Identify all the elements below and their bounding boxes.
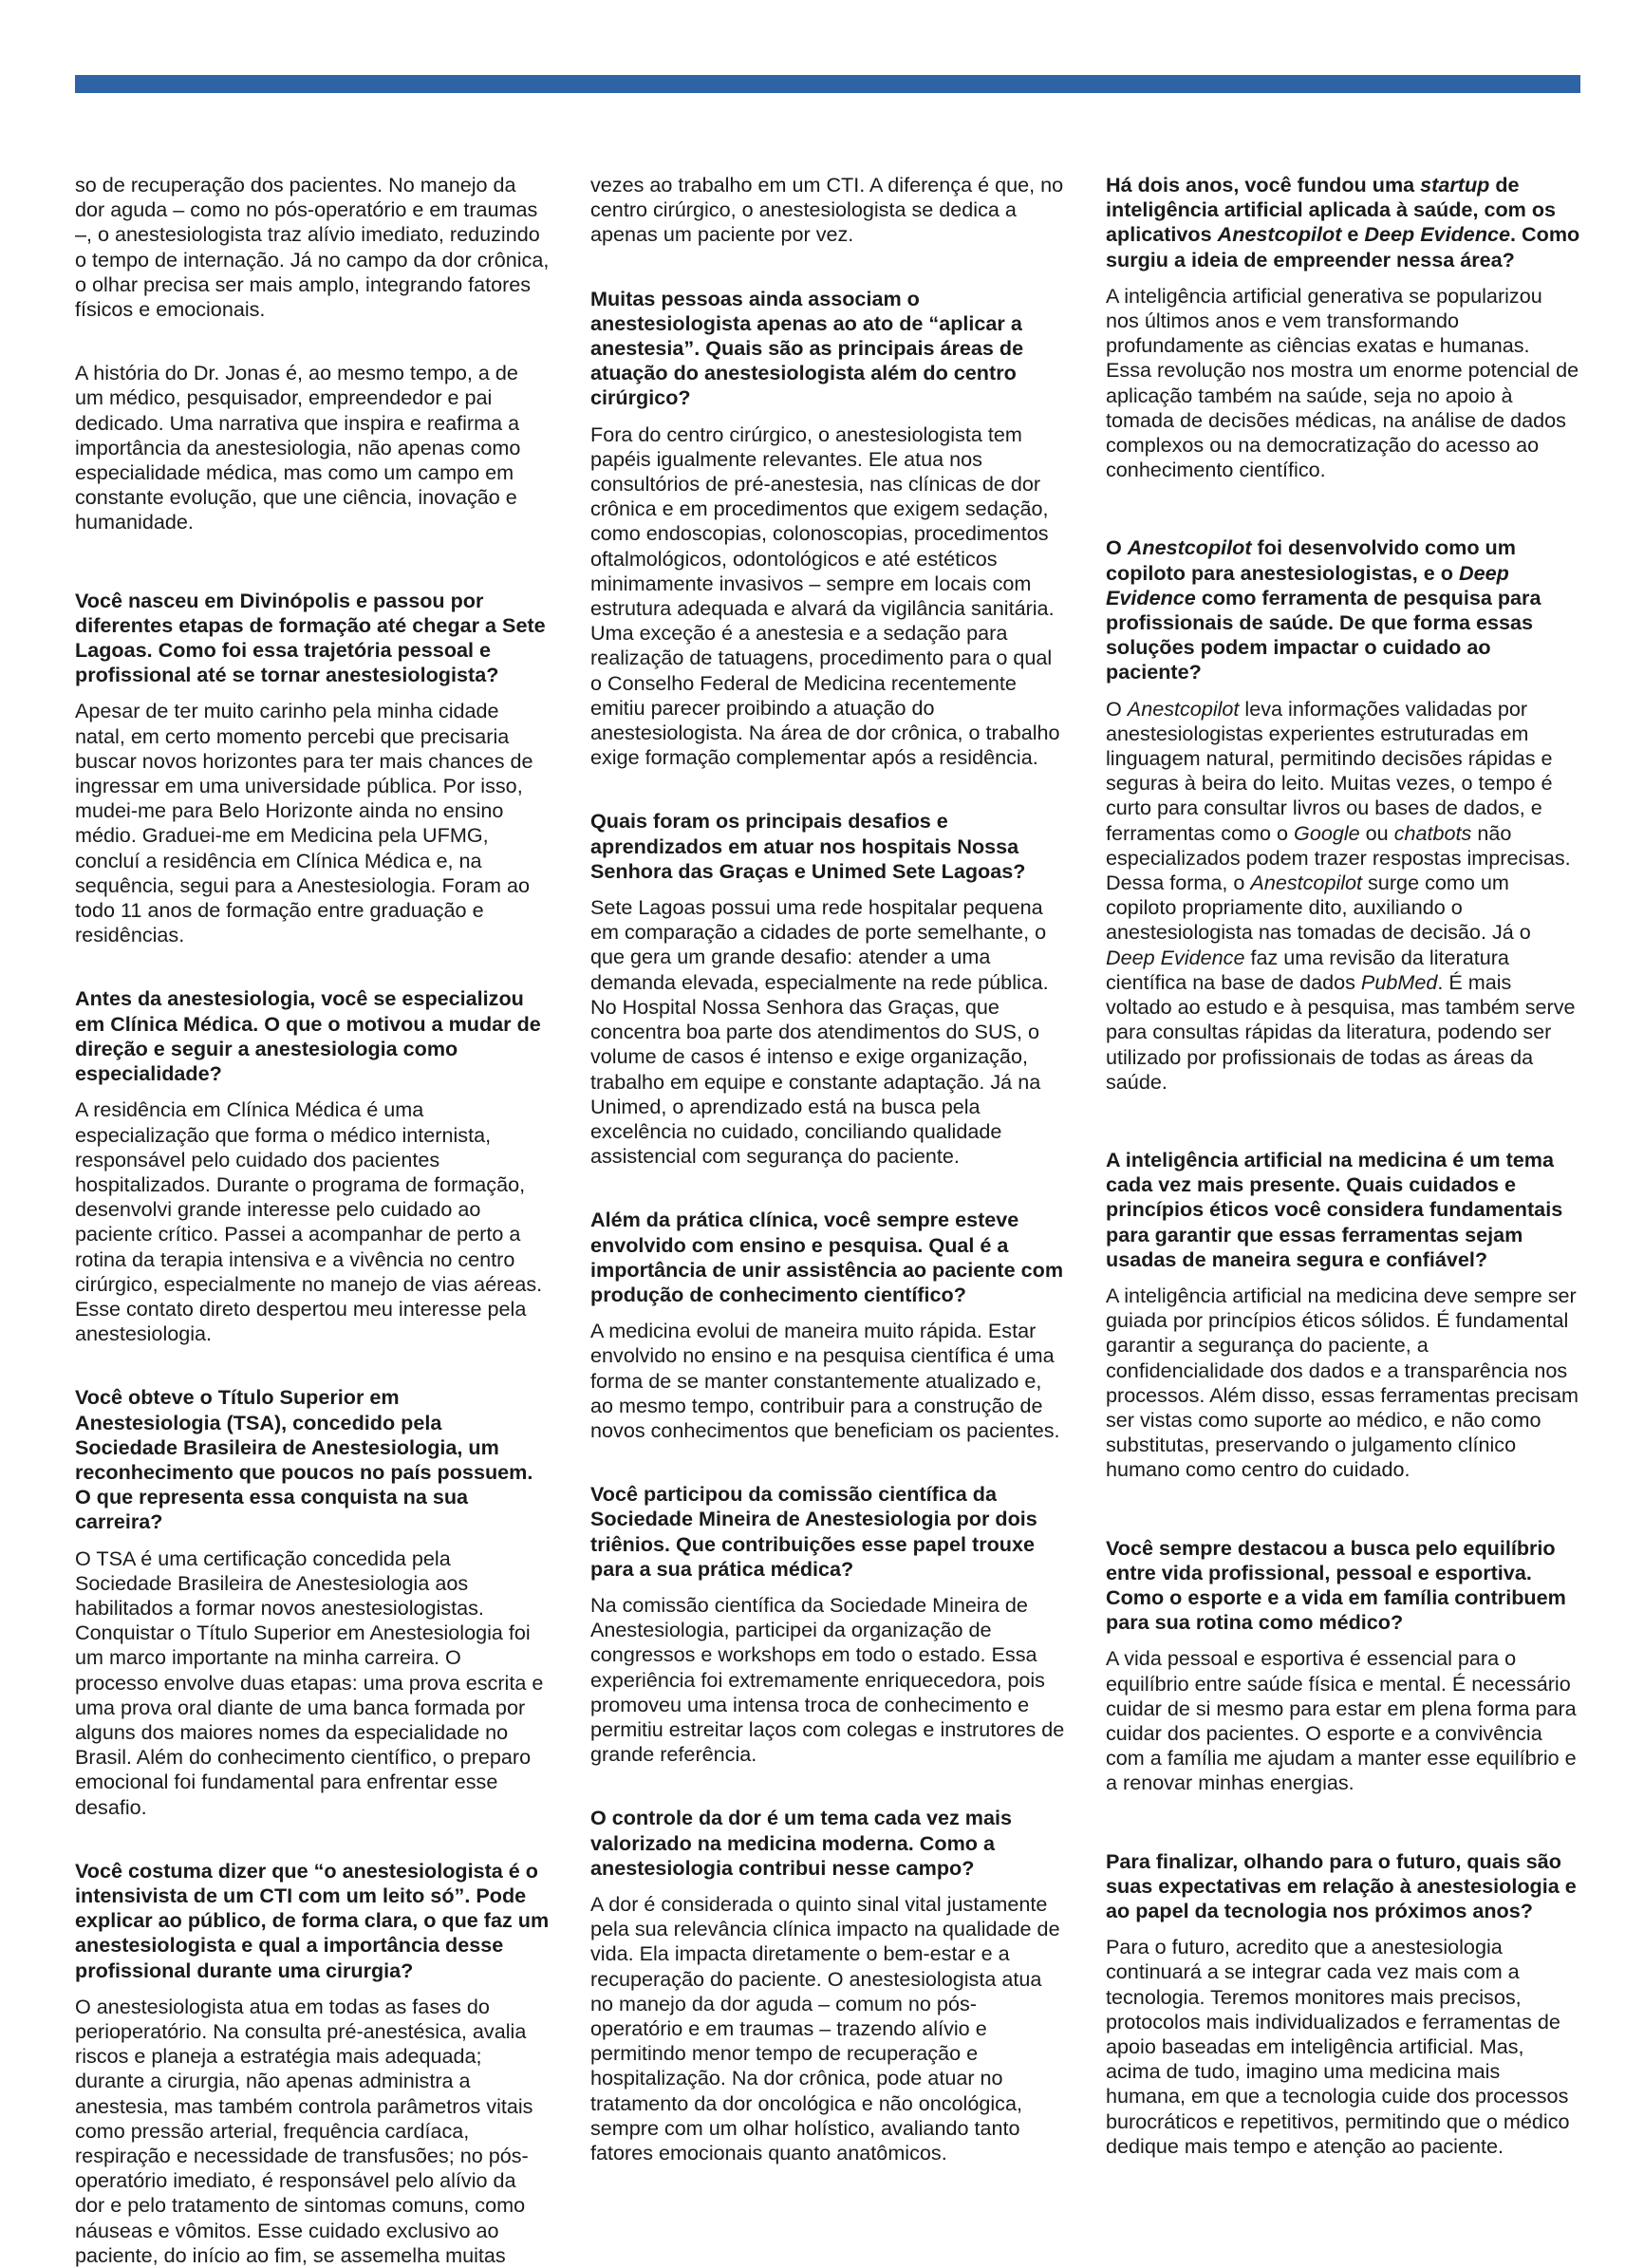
intro-paragraph-1: so de recuperação dos pacientes. No manejo da dor aguda – como no pós-operatório e em traumas –, o anestesiologista traz alívio imediato, reduzindo o tempo de internação. Já no campo da dor crônica, o olhar precisa ser mais amplo, integrando fatores físicos e emocionais. [75, 173, 550, 322]
article-columns [75, 173, 1580, 2267]
question-3: Você obteve o Título Superior em Anestesiologia (TSA), concedido pela Sociedade Brasileira de Anestesiologia, um reconhecimento que poucos no país possuem. O que representa essa conquista na sua carreira? [75, 1385, 533, 1534]
question-4: Você costuma dizer que “o anestesiologista é o intensivista de um CTI com um leito só”. Pode explicar ao público, de forma clara, o que faz um anestesiologista e qual a importância desse profissional durante uma cirurgia? [75, 1858, 550, 1982]
answer-4: O anestesiologista atua em todas as fases do perioperatório. Na consulta pré-anestésica, avalia riscos e planeja a estratégia mais adequada; durante a cirurgia, não apenas administra a anestesia, mas também controla parâmetros vitais como pressão arterial, frequência cardíaca, respiração e necessidade de transfusões; no pós-operatório imediato, é responsável pelo alívio da dor e pelo tratamento de sintomas comuns, como náuseas e vômitos. Esse cuidado exclusivo ao paciente, do início ao fim, se assemelha muitas [75, 1994, 533, 2267]
question-7: Além da prática clínica, você sempre esteve envolvido com ensino e pesquisa. Qual é a importância de unir assistência ao paciente com produção de conhecimento científico? [590, 1208, 1064, 1306]
answer-9: A dor é considerada o quinto sinal vital justamente pela sua relevância clínica impacto na qualidade de vida. Ela impacta diretamente o bem-estar e a recuperação do paciente. O anestesiologista atua no manejo da dor aguda – comum no pós-operatório e em traumas – trazendo alívio e permitindo menor tempo de recuperação e hospitalização. Na dor crônica, pode atuar no tratamento da dor oncológica e não oncológica, sempre com um olhar holístico, avaliando tanto fatores emocionais quanto anatômicos. [590, 1891, 1060, 2165]
answer-7: A medicina evolui de maneira muito rápida. Estar envolvido no ensino e na pesquisa científica é uma forma de se manter constantemente atualizado e, ao mesmo tempo, contribuir para a construção de novos conhecimentos que beneficiam os pacientes. [590, 1319, 1060, 1442]
column-3 [1106, 173, 1580, 2176]
column-1 [75, 173, 550, 2267]
question-12: A inteligência artificial na medicina é um tema cada vez mais presente. Quais cuidados e princípios éticos você considera fundamentais para garantir que essas ferramentas sejam usadas de maneira segura e confiável? [1106, 1147, 1563, 1271]
answer-13: A vida pessoal e esportiva é essencial para o equilíbrio entre saúde física e mental. É necessário cuidar de si mesmo para estar em plena forma para cuidar dos pacientes. O esporte e a convivência com a família me ajudam a manter esse equilíbrio e a renovar minhas energias. [1106, 1646, 1577, 1795]
question-9: O controle da dor é um tema cada vez mais valorizado na medicina moderna. Como a anestesiologia contribui nesse campo? [590, 1806, 1013, 1880]
answer-10: A inteligência artificial generativa se popularizou nos últimos anos e vem transformando profundamente as ciências exatas e humanas. Essa revolução nos mostra um enorme potencial de aplicação também na saúde, seja no apoio à tomada de decisões médicas, na análise de dados complexos ou na democratização do acesso ao conhecimento científico. [1106, 283, 1579, 482]
intro-paragraph-2: A história do Dr. Jonas é, ao mesmo tempo, a de um médico, pesquisador, empreendedor e pai dedicado. Uma narrativa que inspira e reafirma a importância da anestesiologia, não apenas como especialidade médica, mas como um campo em constante evolução, que une ciência, inovação e humanidade. [75, 361, 521, 534]
question-1: Você nasceu em Divinópolis e passou por diferentes etapas de formação até chegar a Sete Lagoas. Como foi essa trajetória pessoal e profissional até se tornar anestesiologista? [75, 588, 546, 687]
answer-1: Apesar de ter muito carinho pela minha cidade natal, em certo momento percebi que precisaria buscar novos horizontes para ter mais chances de ingressar em uma universidade pública. Por isso, mudei-me para Belo Horizonte ainda no ensino médio. Graduei-me em Medicina pela UFMG, concluí a residência em Clínica Médica e, na sequência, segui para a Anestesiologia. Foram ao todo 11 anos de formação entre graduação e residências. [75, 699, 533, 947]
answer-3: O TSA é uma certificação concedida pela Sociedade Brasileira de Anestesiologia aos habilitados a formar novos anestesiologistas. Conquistar o Título Superior em Anestesiologia foi um marco importante na minha carreira. O processo envolve duas etapas: uma prova escrita e uma prova oral diante de uma banca formada por alguns dos maiores nomes da especialidade no Brasil. Além do conhecimento científico, o preparo emocional foi fundamental para enfrentar esse desafio. [75, 1546, 544, 1819]
answer-2: A residência em Clínica Médica é uma especialização que forma o médico internista, responsável pelo cuidado dos pacientes hospitalizados. Durante o programa de formação, desenvolvi grande interesse pelo cuidado ao paciente crítico. Passei a acompanhar de perto a rotina da terapia intensiva e a vivência no centro cirúrgico, especialmente no manejo de vias aéreas. Esse contato direto despertou meu interesse pela anestesiologia. [75, 1097, 543, 1346]
question-6: Quais foram os principais desafios e aprendizados em atuar nos hospitais Nossa Senhora das Graças e Unimed Sete Lagoas? [590, 809, 1026, 883]
question-10: Há dois anos, você fundou uma startup de inteligência artificial aplicada à saúde, com os aplicativos Anestcopilot e Deep Evidence. Como surgiu a ideia de empreender nessa área? [1106, 173, 1580, 272]
question-13: Você sempre destacou a busca pelo equilíbrio entre vida profissional, pessoal e esportiva. Como o esporte e a vida em família contribuem para sua rotina como médico? [1106, 1535, 1566, 1635]
question-11: O Anestcopilot foi desenvolvido como um copiloto para anestesiologistas, e o Deep Evidence como ferramenta de pesquisa para profissionais de saúde. De que forma essas soluções podem impactar o cuidado ao paciente? [1106, 535, 1541, 684]
column-2 [590, 173, 1065, 2176]
answer-11: O Anestcopilot leva informações validadas por anestesiologistas experientes estruturadas em linguagem natural, permitindo decisões rápidas e seguras à beira do leito. Muitas vezes, o tempo é curto para consultar livros ou bases de dados, e ferramentas como o Google ou chatbots não especializados podem trazer respostas imprecisas. Dessa forma, o Anestcopilot surge como um copiloto propriamente dito, auxiliando o anestesiologista nas tomadas de decisão. Já o Deep Evidence faz uma revisão da literatura científica na base de dados PubMed. É mais voltado ao estudo e à pesquisa, mas também serve para consultas rápidas da literatura, podendo ser utilizado por profissionais de todas as áreas da saúde. [1106, 696, 1576, 1094]
continued-paragraph: vezes ao trabalho em um CTI. A diferença é que, no centro cirúrgico, o anestesiologista se dedica a apenas um paciente por vez. [590, 173, 1064, 247]
question-2: Antes da anestesiologia, você se especializou em Clínica Médica. O que o motivou a mudar de direção e seguir a anestesiologia como especialidade? [75, 986, 541, 1086]
answer-12: A inteligência artificial na medicina deve sempre ser guiada por princípios éticos sólidos. É fundamental garantir a segurança do paciente, a confidencialidade dos dados e a transparência nos processos. Além disso, essas ferramentas precisam ser vistas como suporte ao médico, e não como substitutas, preservando o julgamento clínico humano como centro do cuidado. [1106, 1283, 1579, 1482]
question-14: Para finalizar, olhando para o futuro, quais são suas expectativas em relação à anestesiologia e ao papel da tecnologia nos próximos anos? [1106, 1848, 1577, 1922]
answer-8: Na comissão científica da Sociedade Mineira de Anestesiologia, participei da organização de congressos e workshops em todo o estado. Essa experiência foi extremamente enriquecedora, pois promoveu uma intensa troca de conhecimento e permitiu estreitar laços com colegas e instrutores de grande referência. [590, 1592, 1065, 1767]
question-5: Muitas pessoas ainda associam o anestesiologista apenas ao ato de “aplicar a anestesia”. Quais são as principais áreas de atuação do anestesiologista além do centro cirúrgico? [590, 286, 1024, 410]
answer-14: Para o futuro, acredito que a anestesiologia continuará a se integrar cada vez mais com a tecnologia. Teremos monitores mais precisos, protocolos mais individualizados e ferramentas de apoio baseadas em inteligência artificial. Mas, acima de tudo, imagino uma medicina mais humana, em que a tecnologia cuide dos processos burocráticos e repetitivos, permitindo que o médico dedique mais tempo e atenção ao paciente. [1106, 1935, 1570, 2158]
answer-6: Sete Lagoas possui uma rede hospitalar pequena em comparação a cidades de porte semelhante, o que gera um grande desafio: atender a uma demanda elevada, especialmente na rede pública. No Hospital Nossa Senhora das Graças, que concentra boa parte dos atendimentos do SUS, o volume de casos é intenso e exige organização, trabalho em equipe e constante adaptação. Já na Unimed, o aprendizado está na busca pela excelência no cuidado, conciliando qualidade assistencial com segurança do paciente. [590, 895, 1049, 1169]
top-accent-bar [75, 75, 1580, 93]
answer-5: Fora do centro cirúrgico, o anestesiologista tem papéis igualmente relevantes. Ele atua nos consultórios de pré-anestesia, nas clínicas de dor crônica e em procedimentos que exigem sedação, como endoscopias, colonoscopias, procedimentos oftalmológicos, odontológicos e até estéticos minimamente invasivos – sempre em locais com estrutura adequada e alvará da vigilância sanitária. Uma exceção é a anestesia e a sedação para realização de tatuagens, procedimento para o qual o Conselho Federal de Medicina recentemente emitiu parecer proibindo a atuação do anestesiologista. Na área de dor crônica, o trabalho exige formação complementar após a residência. [590, 422, 1060, 770]
question-8: Você participou da comissão científica da Sociedade Mineira de Anestesiologia por dois triênios. Que contribuições esse papel trouxe para a sua prática médica? [590, 1482, 1037, 1581]
